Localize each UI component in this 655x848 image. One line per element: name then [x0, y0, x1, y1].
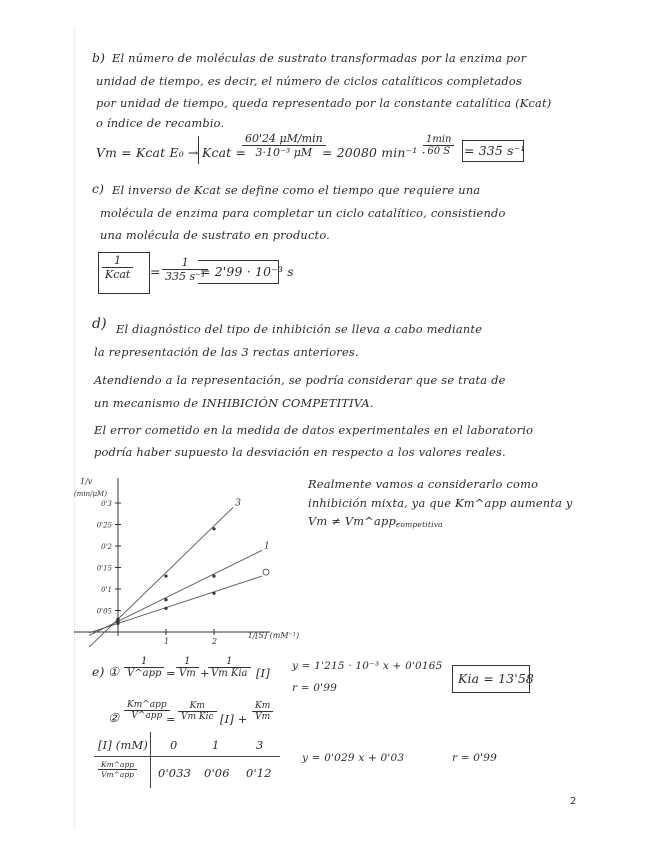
table-header-value: 3	[256, 738, 264, 752]
note-line-1: Realmente vamos a considerarlo como	[308, 477, 539, 491]
eq1-c-den: Vm Kia	[211, 668, 248, 679]
section-c-line-3: una molécula de sustrato en producto.	[100, 228, 331, 242]
inverse-kcat-num-2: 1	[162, 256, 208, 270]
regression-1-r: r = 0'99	[292, 682, 338, 694]
table-cell: 0'12	[246, 766, 272, 780]
kcat-frac2-den: 60 S	[427, 146, 451, 157]
inverse-kcat-den-2: 335 s⁻¹	[165, 270, 206, 283]
table-header-label: [I] (mM)	[98, 738, 148, 752]
kcat-result: = 335 s⁻¹	[464, 143, 526, 158]
eq1-frac-a	[124, 656, 164, 679]
eq1-b-den: Vm	[179, 668, 196, 679]
kcat-frac1-den: 3·10⁻³ μM	[255, 146, 313, 159]
page-number: 2	[570, 796, 577, 807]
eq1-frac-b	[176, 656, 199, 679]
section-e-label: e)	[92, 664, 105, 679]
table-cell: 0'06	[204, 766, 230, 780]
eq2-c-den: Vm	[255, 712, 271, 722]
y-tick-label: 0'25	[96, 521, 112, 530]
section-d-line-1: El diagnóstico del tipo de inhibición se lleva a cabo mediante	[116, 322, 483, 336]
eq1-equals: =	[166, 666, 176, 680]
inverse-kcat-fraction	[102, 254, 133, 281]
eq2-frac-b	[178, 701, 217, 722]
item-2-mark: ②	[108, 710, 120, 725]
series-label-1: 1	[264, 541, 270, 552]
eq1-a-num: 1	[124, 656, 164, 668]
section-d-line-4: un mecanismo de INHIBICIÓN COMPETITIVA.	[94, 396, 374, 410]
lineweaver-burk-plot	[70, 472, 330, 650]
table-row-label	[98, 760, 137, 779]
kcat-fraction-1	[242, 132, 326, 159]
kcat-frac1-num: 60'24 μM/min	[242, 132, 326, 146]
inverse-kcat-den: Kcat	[105, 268, 131, 281]
eq1-a-den: V^app	[127, 668, 162, 679]
kia-result: Kia = 13'58	[458, 671, 535, 686]
section-b-line-1: El número de moléculas de sustrato transformadas por la enzima por	[112, 51, 527, 65]
section-b-line-3: por unidad de tiempo, queda representado por la constante catalítica (Kcat)	[96, 96, 552, 110]
kcat-frac2-num: 1min	[423, 134, 454, 146]
eq2-b-num: Km	[178, 701, 217, 712]
item-1-mark: ①	[108, 664, 120, 679]
eq2-a-num: Km^app	[124, 700, 170, 711]
kcat-fraction-2	[423, 134, 454, 157]
section-c-line-1: El inverso de Kcat se define como el tiempo que requiere una	[112, 183, 481, 197]
inverse-kcat-result: = 2'99 · 10⁻³ s	[200, 264, 294, 279]
regression-2-r: r = 0'99	[452, 752, 498, 764]
note-line-3: Vm ≠ Vm^app.	[308, 514, 400, 528]
vm-equation: Vm = Kcat E₀ →	[96, 145, 199, 160]
data-point	[212, 575, 215, 578]
y-tick-label: 0'1	[101, 586, 112, 594]
data-point	[164, 607, 167, 610]
data-point	[164, 598, 167, 601]
series-label-0-circle	[263, 569, 269, 575]
table-header-value: 0	[170, 738, 178, 752]
section-b-line-2: unidad de tiempo, es decir, el número de ciclos catalíticos completados	[96, 74, 523, 88]
regression-2: y = 0'029 x + 0'03	[302, 752, 405, 764]
table-cell: 0'033	[158, 766, 192, 780]
note-line-2: inhibición mixta, ya que Km^app aumenta y	[308, 496, 573, 510]
eq1-plus: +	[200, 666, 210, 680]
inverse-kcat-eq: =	[150, 264, 161, 279]
data-point	[212, 527, 215, 530]
y-axis-unit: (min/μM)	[74, 490, 107, 498]
series-line-0	[89, 576, 262, 633]
section-d-label: d)	[92, 316, 107, 332]
eq1-tail: [I]	[256, 666, 270, 680]
eq1-b-num: 1	[176, 656, 199, 668]
section-d-line-6: podría haber supuesto la desviación en respecto a los valores reales.	[94, 445, 506, 459]
table-column-divider	[150, 732, 151, 788]
section-c-label: c)	[92, 181, 105, 196]
table-row-label-den: Vm^app	[101, 770, 134, 779]
section-b-line-4: o índice de recambio.	[96, 116, 225, 130]
data-point	[116, 622, 119, 625]
table-row-label-num: Km^app	[98, 760, 137, 770]
data-point	[212, 592, 215, 595]
y-tick-label: 0'3	[101, 500, 112, 508]
eq2-frac-c	[252, 701, 273, 722]
eq1-c-num: 1	[208, 656, 251, 668]
x-axis-label: 1/[S] (mM⁻¹)	[247, 631, 300, 640]
section-b-label: b)	[92, 50, 106, 65]
y-axis-label: 1/v	[80, 477, 93, 486]
eq2-equals: =	[166, 712, 176, 726]
data-point	[164, 575, 167, 578]
x-tick-label: 1	[164, 637, 170, 646]
x-tick-label: 2	[212, 637, 218, 646]
kcat-mid: = 20080 min⁻¹ ·	[322, 145, 426, 160]
table-header-divider	[94, 756, 280, 757]
note-sub-competitiva: competitiva	[396, 520, 443, 529]
eq1-frac-c	[208, 656, 251, 679]
section-d-line-3: Atendiendo a la representación, se podría considerar que se trata de	[94, 373, 506, 387]
y-tick-label: 0'15	[96, 564, 112, 573]
y-tick-label: 0'2	[101, 543, 112, 551]
series-label-3: 3	[235, 498, 241, 509]
kcat-label: Kcat =	[202, 145, 247, 160]
inverse-kcat-num: 1	[102, 254, 133, 268]
eq2-a-den: V^app	[131, 711, 163, 721]
eq2-mid: [I] +	[220, 712, 248, 726]
eq2-c-num: Km	[252, 701, 273, 712]
section-d-line-5: El error cometido en la medida de datos experimentales en el laboratorio	[94, 423, 534, 437]
y-tick-label: 0'05	[96, 607, 112, 616]
regression-1: y = 1'215 · 10⁻³ x + 0'0165	[292, 660, 443, 672]
section-d-line-2: la representación de las 3 rectas anteriores.	[94, 345, 359, 359]
table-header-value: 1	[212, 738, 220, 752]
eq2-b-den: Vm Kic	[181, 712, 214, 722]
section-c-line-2: molécula de enzima para completar un ciclo catalítico, consistiendo	[100, 206, 506, 220]
eq2-frac-a	[124, 700, 170, 721]
